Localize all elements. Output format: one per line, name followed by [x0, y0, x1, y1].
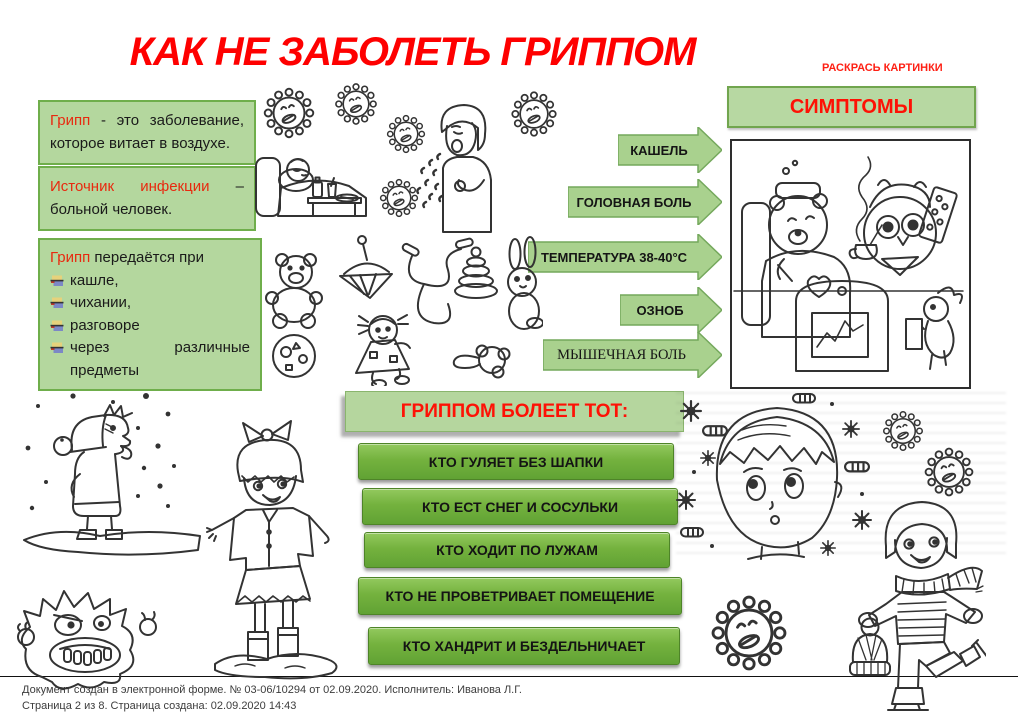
- symptom-arrow-chills: ОЗНОБ: [620, 287, 722, 333]
- color-pictures-note: РАСКРАСЬ КАРТИНКИ: [822, 62, 943, 74]
- virus-monster-illustration: [12, 565, 162, 695]
- list-item: разговоре: [50, 315, 250, 338]
- symptoms-header: СИМПТОМЫ: [727, 86, 976, 128]
- info-box-transmission: [38, 238, 262, 391]
- flu-rule-no-hat: КТО ГУЛЯЕТ БЕЗ ШАПКИ: [358, 443, 674, 480]
- girl-in-puddle-illustration: [205, 418, 347, 682]
- info-box-heading: Грипп передаётся при: [50, 249, 205, 266]
- flu-virus-icon: [508, 88, 560, 140]
- sneezing-woman-illustration: [412, 98, 508, 234]
- toys-collection-illustration: [258, 226, 543, 386]
- flu-rule-walks-puddles: КТО ХОДИТ ПО ЛУЖАМ: [364, 532, 670, 568]
- info-box-flu-definition: [38, 100, 256, 165]
- sick-person-in-bed-illustration: [253, 138, 375, 234]
- document-info-line: Документ создан в электронной форме. № 03-06/10294 от 02.09.2020. Исполнитель: Иванова Л.Г.: [22, 684, 522, 696]
- symptom-arrow-temperature: ТЕМПЕРАТУРА 38-40°С: [528, 234, 722, 280]
- symptom-arrow-cough: КАШЕЛЬ: [618, 127, 722, 173]
- flu-section-header: ГРИППОМ БОЛЕЕТ ТОТ:: [345, 391, 684, 432]
- pooh-owl-piglet-coloring-illustration: [732, 141, 965, 383]
- skating-girl-with-scarf-illustration: [856, 492, 986, 720]
- page-title: КАК НЕ ЗАБОЛЕТЬ ГРИППОМ: [129, 30, 696, 74]
- list-item: через различные предметы: [50, 337, 250, 382]
- flu-virus-icon: [260, 84, 318, 142]
- flu-rule-no-ventilation: КТО НЕ ПРОВЕТРИВАЕТ ПОМЕЩЕНИЕ: [358, 577, 682, 615]
- info-box-text: - это заболевание, которое витает в воздухе.: [50, 112, 244, 153]
- list-item: чихании,: [50, 292, 250, 315]
- info-box-infection-source: [38, 166, 256, 231]
- symptom-arrow-headache: ГОЛОВНАЯ БОЛЬ: [568, 179, 722, 225]
- marker-bullet-icon: [50, 274, 64, 288]
- symptom-arrow-muscle-pain: МЫШЕЧНАЯ БОЛЬ: [543, 332, 722, 378]
- flu-virus-icon: [332, 80, 380, 128]
- info-box-text: – больной человек.: [50, 178, 244, 219]
- marker-bullet-icon: [50, 341, 64, 355]
- page-info-line: Страница 2 из 8. Страница создана: 02.09.2020 14:43: [22, 700, 297, 712]
- flu-virus-icon: [706, 590, 792, 676]
- flu-rule-mopes-idles: КТО ХАНДРИТ И БЕЗДЕЛЬНИЧАЕТ: [368, 627, 680, 665]
- marker-bullet-icon: [50, 319, 64, 333]
- boy-eating-snow-illustration: [18, 388, 208, 568]
- boy-with-germs-illustration: [672, 390, 877, 565]
- flu-rule-eats-snow: КТО ЕСТ СНЕГ И СОСУЛЬКИ: [362, 488, 678, 525]
- info-box-lead: Источник инфекции: [50, 178, 210, 195]
- info-box-lead: Грипп: [50, 112, 91, 129]
- list-item: кашле,: [50, 270, 250, 293]
- symptoms-coloring-picture-frame: [730, 139, 971, 389]
- marker-bullet-icon: [50, 296, 64, 310]
